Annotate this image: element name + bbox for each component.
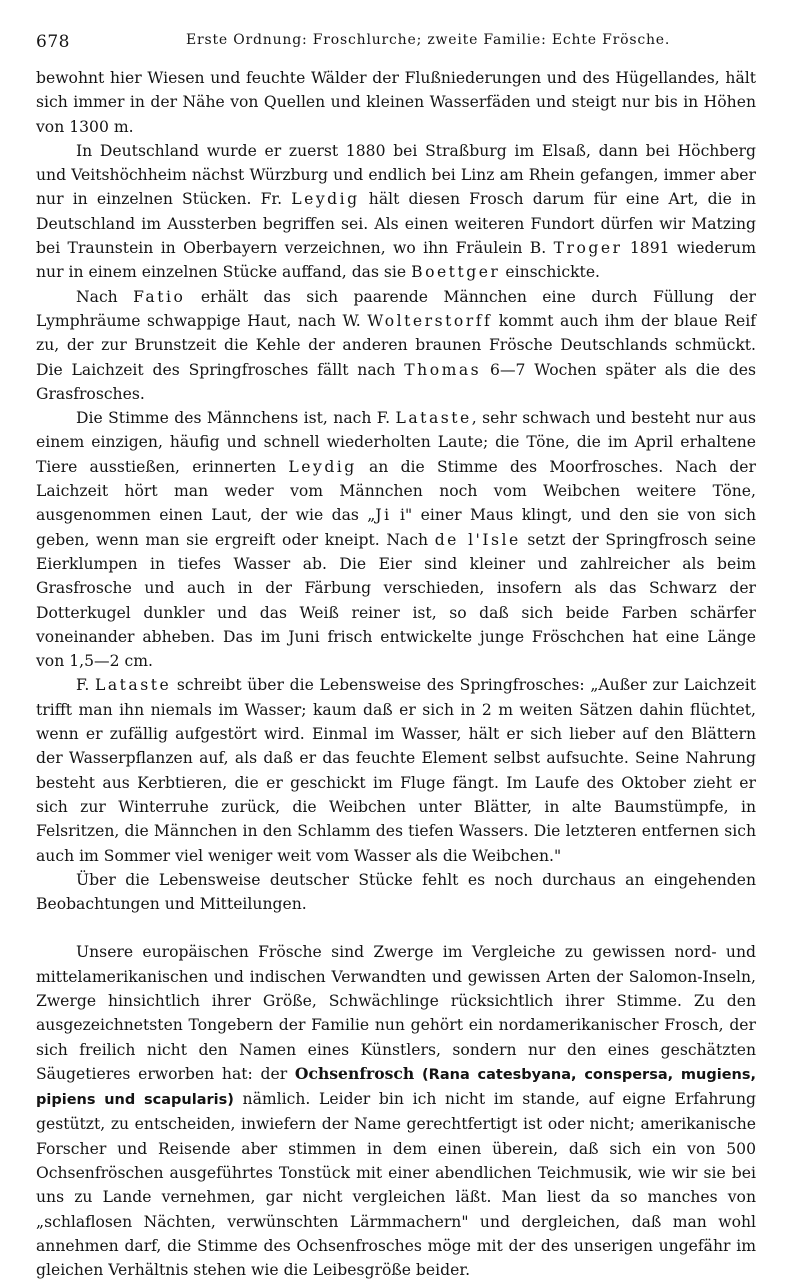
running-head: Erste Ordnung: Froschlurche; zweite Familie: Echte Frösche.: [186, 32, 671, 48]
paragraph-2-text-d: einschickte.: [500, 263, 601, 282]
paragraph-2: [36, 139, 756, 285]
paragraph-6: Über die Lebensweise deutscher Stücke fehlt es noch durchaus an eingehenden Beobachtungen und Mitteilungen.: [36, 870, 756, 914]
person-name-troger: Troger: [553, 239, 623, 258]
paragraph-4-text-a: Die Stimme des Männchens ist, nach F.: [76, 409, 396, 428]
species-name-ochsenfrosch: Ochsenfrosch: [294, 1063, 415, 1083]
paragraph-3-text-a: Nach: [76, 287, 134, 306]
paragraph-2-text-b: hält diesen Frosch darum für eine Art, die in Deutschland im Aussterben begriffen sei. Als einen weiteren Fundort dürfen wir Matzing bei Traunstein in Oberbayern verzeichnen, wo ihn Fräulein B.: [36, 190, 756, 258]
page-header: [36, 28, 755, 58]
paragraph-7-text-b: nämlich. Leider bin ich nicht im stande, auf eigne Erfahrung gestützt, zu entscheiden, inwiefern der Name gerechtfertigt ist oder nicht; amerikanische Forscher und Reisende aber stimmen in dem einen überein, daß sich ein von 500 Ochsenfröschen ausgeführtes Tonstück mit einer abendlichen Teichmusik, wie wir sie bei uns zu Lande vernehmen, gar nicht vergleichen läßt. Man liest da so manches von „schlaflosen Nächten, verwünschten Lärmmachern" und dergleichen, daß man wohl annehmen darf, die Stimme des Ochsenfrosches möge mit der des unserigen ungefähr im gleichen Verhältnis stehen wie die Leibesgröße beider.: [36, 1090, 756, 1280]
body-text: [36, 66, 756, 1283]
paragraph-5: [36, 673, 756, 867]
paragraph-3-text-c: kommt auch ihm der blaue Reif zu, der zur Brunstzeit die Kehle der anderen braunen Frösche Deutschlands schmückt. Die Laichzeit des Springfrosches fällt nach: [36, 311, 756, 379]
paragraph-4-text-c: an die Stimme des Moorfrosches. Nach der Laichzeit hört man weder vom Männchen noch vom Weibchen weitere Töne, ausgenommen einen Laut, der wie das „: [36, 457, 756, 525]
paragraph-4: [36, 406, 756, 673]
paragraph-7: [36, 940, 756, 1282]
paragraph-1: bewohnt hier Wiesen und feuchte Wälder der Flußniederungen und des Hügellandes, hält sich immer in der Nähe von Quellen und kleinen Wasserfäden und steigt nur bis in Höhen von 1300 m.: [36, 69, 756, 136]
paragraph-5-text-a: F.: [76, 676, 96, 695]
author-name-lataste: Lataste: [395, 409, 472, 428]
paragraph-2-text-c: 1891 wiederum nur in einem einzelnen Stücke auffand, das sie: [36, 239, 756, 282]
paragraph-3: [36, 285, 756, 406]
author-name-fatio: Fatio: [133, 287, 186, 306]
author-name-de-lisle: de l'Isle: [434, 530, 521, 549]
author-name-boettger: Boettger: [411, 263, 501, 282]
sound-ji: Ji: [375, 506, 392, 525]
author-name-lataste-2: Lataste: [95, 676, 172, 695]
paragraph-2-text-a: In Deutschland wurde er zuerst 1880 bei Straßburg im Elsaß, dann bei Höchberg und Veitshöchheim nächst Würzburg und endlich bei Linz am Rhein gefangen, immer aber nur in einzelnen Stücken. Fr.: [36, 141, 756, 209]
paragraph-4-text-b: , sehr schwach und besteht nur aus einem einzigen, häufig und schnell wiederholten Laute; die Töne, die im April erhaltene Tiere ausstießen, erinnerten: [36, 409, 756, 476]
latin-names: (Rana catesbyana, conspersa, mugiens, pipiens und scapularis): [36, 1066, 756, 1109]
author-name-wolterstorff: Wolterstorff: [367, 311, 493, 330]
paragraph-7-text-a: Unsere europäischen Frösche sind Zwerge im Vergleiche zu gewissen nord- und mittelamerikanischen und indischen Verwandten und gewissen Arten der Salomon-Inseln, Zwerge hinsichtlich ihrer Größe, Schwächlinge rücksichtlich ihrer Stimme. Zu den ausgezeichnetsten Tongebern der Familie nun gehört ein nordamerikanischer Frosch, der sich freilich nicht den Namen eines Künstlers, sondern nur den eines geschätzten Säugetieres erworben hat: der: [36, 943, 756, 1083]
paragraph-4-text-e: setzt der Springfrosch seine Eierklumpen in tiefes Wasser ab. Die Eier sind kleiner und zahlreicher als beim Grasfrosche und auch in der Färbung verschieden, insofern als das Schwarz der Dotterkugel dunkler und das Weiß reiner ist, so daß sich beide Farben schärfer voneinander abheben. Das im Juni frisch entwickelte junge Fröschchen hat eine Länge von 1,5—2 cm.: [36, 530, 756, 671]
paragraph-4-text-d: i" einer Maus klingt, und den sie von sich geben, wenn man sie ergreift oder kneipt. Nach: [36, 506, 756, 549]
author-name-leydig-2: Leydig: [288, 457, 357, 476]
paragraph-5-text-b: schreibt über die Lebensweise des Springfrosches: „Außer zur Laichzeit trifft man ihn niemals im Wasser; kaum daß er sich in 2 m weiten Sätzen dahin flüchtet, wenn er zufällig aufgestört wird. Einmal im Wasser, hält er sich lieber auf den Blättern der Wasserpflanzen auf, als daß er das feuchte Element selbst aufsuchte. Seine Nahrung besteht aus Kerbtieren, die er geschickt im Fluge fängt. Im Laufe des Oktober zieht er sich zur Winterruhe zurück, die Weibchen unter Blätter, in alte Baumstümpfe, in Felsritzen, die Männchen in den Schlamm des tiefen Wassers. Die letzteren entfernen sich auch im Sommer viel weniger weit vom Wasser als die Weibchen.": [36, 676, 756, 865]
author-name-leydig: Leydig: [291, 190, 360, 209]
paragraph-3-text-b: erhält das sich paarende Männchen eine durch Füllung der Lymphräume schwappige Haut, nach W.: [36, 287, 756, 330]
page-number: 678: [36, 32, 70, 52]
paragraph-3-text-d: 6—7 Wochen später als die des Grasfrosches.: [36, 360, 756, 403]
author-name-thomas: Thomas: [404, 360, 482, 379]
